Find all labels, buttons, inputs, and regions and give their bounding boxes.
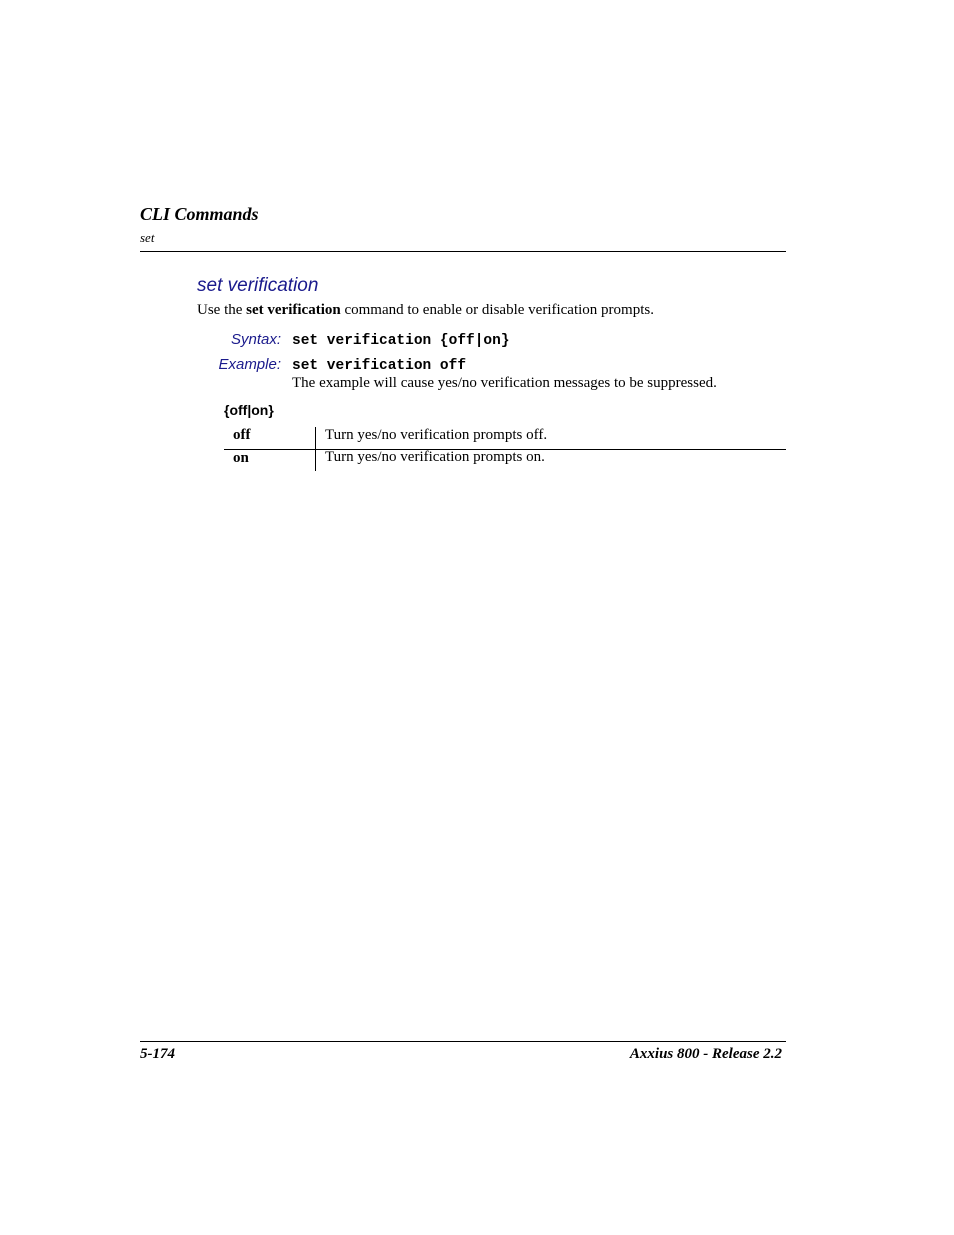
intro-prefix: Use the <box>197 302 247 318</box>
footer-rule <box>140 1041 786 1042</box>
table-row-term: off <box>233 427 251 443</box>
table-row-term: on <box>233 450 249 466</box>
parameter-table <box>224 427 786 471</box>
intro-suffix: command to enable or disable verification prompts. <box>340 302 654 318</box>
example-description: The example will cause yes/no verification messages to be suppressed. <box>292 375 717 391</box>
section-title: set verification <box>197 275 319 296</box>
product-release: Axxius 800 - Release 2.2 <box>629 1046 782 1062</box>
example-label: Example: <box>218 356 281 373</box>
page-number: 5-174 <box>140 1046 175 1062</box>
header-rule <box>140 251 786 252</box>
intro-paragraph <box>197 302 654 319</box>
example-command: set verification off <box>292 358 467 374</box>
chapter-subtitle: set <box>140 230 155 245</box>
syntax-label: Syntax: <box>230 331 281 348</box>
intro-command: set verification <box>246 302 341 318</box>
table-row-description: Turn yes/no verification prompts off. <box>325 427 548 443</box>
chapter-title: CLI Commands <box>140 204 259 224</box>
parameter-heading: {off|on} <box>224 402 274 418</box>
syntax-command: set verification {off|on} <box>292 333 510 349</box>
table-row-description: Turn yes/no verification prompts on. <box>325 449 545 465</box>
